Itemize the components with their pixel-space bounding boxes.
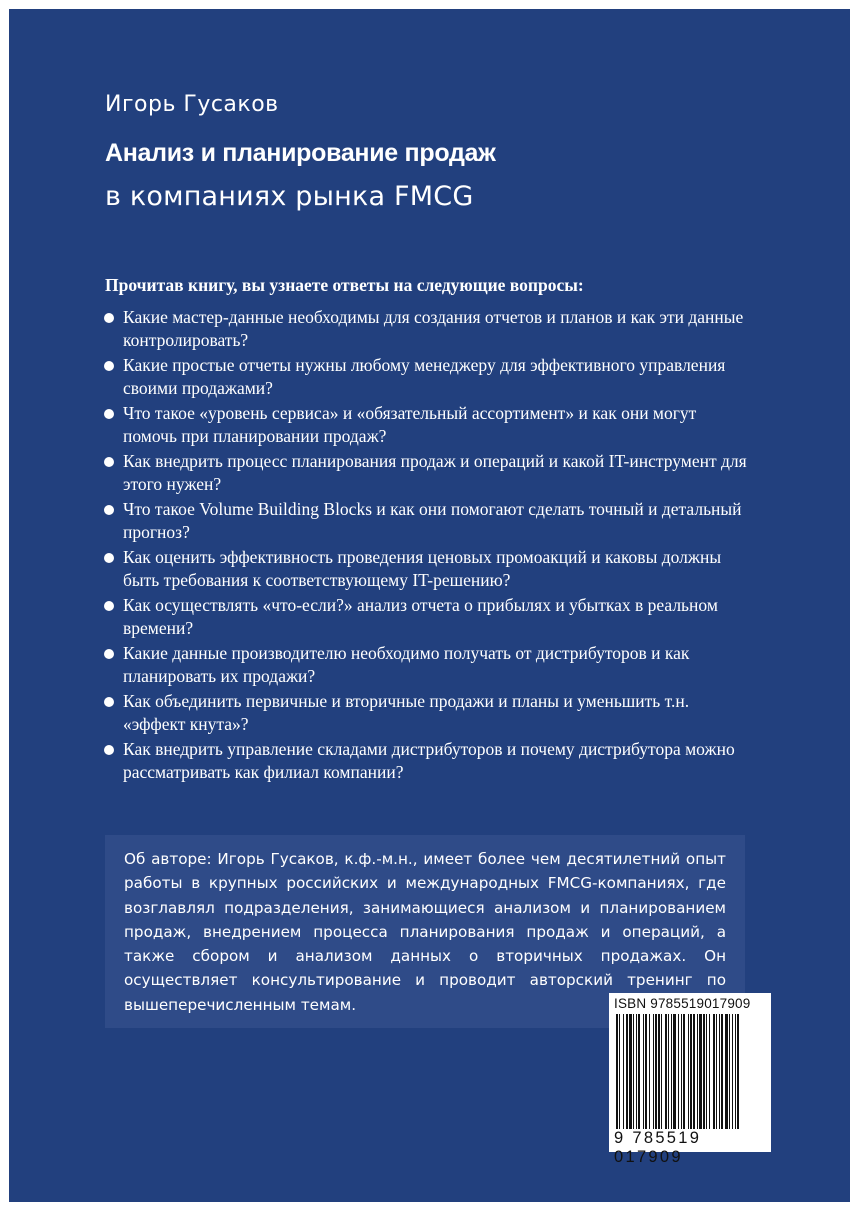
- barcode-bar: [697, 1014, 698, 1129]
- question-text: Как осуществлять «что-если?» анализ отчета о прибылях и убытках в реальном времени?: [123, 595, 718, 638]
- question-item: [100, 306, 750, 352]
- barcode-bar: [678, 1014, 679, 1129]
- barcode-bar: [636, 1014, 637, 1129]
- question-item: [100, 354, 750, 400]
- bullet-icon: [104, 457, 114, 467]
- question-item: [100, 594, 750, 640]
- question-text: Какие данные производителю необходимо получать от дистрибуторов и как планировать их продажи?: [123, 643, 690, 686]
- bullet-icon: [104, 361, 114, 371]
- author-name: Игорь Гусаков: [105, 92, 279, 117]
- barcode-bar: [658, 1014, 660, 1129]
- bullet-icon: [104, 697, 114, 707]
- barcode-bar: [655, 1014, 657, 1129]
- barcode-bar: [690, 1014, 692, 1129]
- barcode-bar: [649, 1014, 650, 1129]
- question-item: [100, 450, 750, 496]
- barcode-bar: [623, 1014, 624, 1129]
- bullet-icon: [104, 409, 114, 419]
- barcode-bar: [735, 1014, 736, 1129]
- bullet-icon: [104, 505, 114, 515]
- isbn-label: ISBN 9785519017909: [614, 996, 751, 1011]
- question-item: [100, 690, 750, 736]
- barcode-bar: [619, 1014, 620, 1129]
- book-title: Анализ и планирование продаж: [105, 139, 496, 167]
- barcode-bar: [725, 1014, 728, 1129]
- barcode-bar: [681, 1014, 682, 1129]
- barcode-bar: [645, 1014, 647, 1129]
- barcode-bar: [709, 1014, 710, 1129]
- barcode-icon: [616, 1014, 764, 1129]
- barcode-bar: [719, 1014, 720, 1129]
- book-subtitle: в компаниях рынка FMCG: [105, 181, 474, 212]
- barcode-bar: [638, 1014, 640, 1129]
- barcode-bar: [626, 1014, 628, 1129]
- barcode-bar: [721, 1014, 723, 1129]
- bullet-icon: [104, 601, 114, 611]
- barcode-bar: [706, 1014, 707, 1129]
- back-cover: [9, 9, 850, 1202]
- question-text: Какие мастер-данные необходимы для создания отчетов и планов и как эти данные контролировать?: [123, 307, 744, 350]
- barcode-bar: [661, 1014, 662, 1129]
- barcode-bar: [668, 1014, 669, 1129]
- question-text: Что такое Volume Building Blocks и как они помогают сделать точный и детальный прогноз?: [123, 499, 742, 542]
- barcode-bar: [665, 1014, 667, 1129]
- bullet-icon: [104, 649, 114, 659]
- barcode-bar: [699, 1014, 702, 1129]
- barcode-bar: [729, 1014, 730, 1129]
- barcode-bar: [693, 1014, 695, 1129]
- question-text: Что такое «уровень сервиса» и «обязательный ассортимент» и как они могут помочь при планировании продаж?: [123, 403, 697, 446]
- isbn-barcode-block: [609, 993, 771, 1166]
- barcode-bar: [737, 1014, 739, 1129]
- question-item: [100, 546, 750, 592]
- barcode-bar: [716, 1014, 717, 1129]
- questions-intro: Прочитав книгу, вы узнаете ответы на следующие вопросы:: [105, 275, 584, 295]
- barcode-bar: [688, 1014, 689, 1129]
- question-text: Как оценить эффективность проведения ценовых промоакций и каковы должны быть требования к соответствующему IT-решению?: [123, 547, 722, 590]
- question-text: Какие простые отчеты нужны любому менеджеру для эффективного управления своими продажами?: [123, 355, 726, 398]
- bullet-icon: [104, 745, 114, 755]
- barcode-bar: [703, 1014, 705, 1129]
- barcode-bar: [653, 1014, 654, 1129]
- barcode-bar: [616, 1014, 618, 1129]
- question-item: [100, 738, 750, 784]
- question-text: Как внедрить процесс планирования продаж и операций и какой IT-инструмент для этого нужен?: [123, 451, 747, 494]
- barcode-bar: [629, 1014, 632, 1129]
- question-item: [100, 498, 750, 544]
- barcode-bar: [633, 1014, 634, 1129]
- barcode-bar: [671, 1014, 672, 1129]
- bullet-icon: [104, 553, 114, 563]
- question-text: Как объединить первичные и вторичные продажи и планы и уменьшить т.н. «эффект кнута»?: [123, 691, 690, 734]
- question-item: [100, 642, 750, 688]
- barcode-bar: [673, 1014, 676, 1129]
- barcode-bar: [643, 1014, 644, 1129]
- isbn-digits: 9 785519 017909: [614, 1129, 702, 1166]
- question-text: Как внедрить управление складами дистрибуторов и почему дистрибутора можно рассматривать как филиал компании?: [123, 739, 735, 782]
- barcode-bar: [683, 1014, 685, 1129]
- barcode-bar: [732, 1014, 733, 1129]
- question-item: [100, 402, 750, 448]
- bullet-icon: [104, 313, 114, 323]
- questions-list: [100, 306, 750, 786]
- barcode-bar: [713, 1014, 715, 1129]
- about-author-text: Об авторе: Игорь Гусаков, к.ф.-м.н., имеет более чем десятилетний опыт работы в крупных российских и международных FMCG-компаниях, где возглавлял подразделения, занимающиеся анализом и планированием продаж, внедрением процесса планирования продаж и операций, а также сбором и анализом данных о вторичных продажах. Он осуществляет консультирование и проводит авторский тренинг по вышеперечисленным темам.: [124, 850, 726, 1014]
